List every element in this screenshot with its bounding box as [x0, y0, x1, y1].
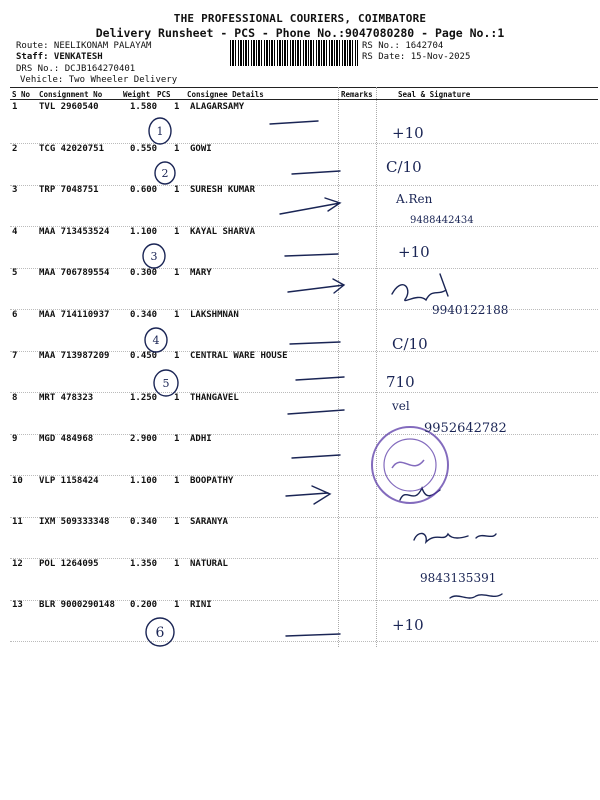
cell-weight: 1.350 [130, 558, 158, 569]
cell-weight: 1.100 [130, 475, 158, 486]
cell-weight: 1.100 [130, 226, 158, 237]
cell-weight: 0.340 [130, 309, 158, 320]
cell-consignment: POL 1264095 [39, 558, 99, 569]
cell-pcs: 1 [174, 558, 180, 569]
cell-consignee: GOWI [190, 143, 212, 154]
cell-pcs: 1 [174, 309, 180, 320]
cell-consignment: IXM 509333348 [39, 517, 110, 527]
cell-consignment: TRP 7048751 [39, 185, 99, 195]
cell-weight: 0.550 [130, 143, 158, 154]
staff-label: Staff: VENKATESH [16, 52, 103, 62]
remark-row3-phone: 9488442434 [410, 215, 474, 226]
company-title: THE PROFESSIONAL COURIERS, COIMBATORE [173, 12, 427, 25]
cell-consignment: MRT 478323 [39, 392, 94, 403]
cell-weight: 0.200 [130, 600, 158, 610]
remark-row6: C/10 [392, 335, 428, 353]
circled-number-5: 5 [162, 377, 170, 390]
cell-pcs: 1 [174, 600, 180, 610]
cell-pcs: 1 [174, 351, 180, 361]
th-remarks: Remarks [341, 90, 373, 99]
pen-dash [285, 254, 338, 256]
th-consignment: Consignment No [39, 90, 103, 99]
cell-sno: 10 [12, 475, 23, 486]
cell-pcs: 1 [174, 226, 180, 237]
cell-sno: 8 [12, 392, 18, 403]
cell-sno: 11 [12, 517, 23, 527]
cell-pcs: 1 [174, 268, 180, 278]
cell-weight: 0.300 [130, 268, 158, 278]
cell-pcs: 1 [174, 185, 180, 195]
circled-number-4: 4 [152, 334, 160, 347]
cell-consignment: MAA 714110937 [39, 309, 110, 320]
cell-weight: 2.900 [130, 434, 158, 444]
cell-consignee: NATURAL [190, 558, 228, 569]
cell-consignee: BOOPATHY [190, 475, 234, 486]
remark-row2: C/10 [386, 158, 422, 176]
pen-dash [288, 410, 344, 414]
cell-consignment: MAA 706789554 [39, 268, 110, 278]
pen-dash [286, 634, 340, 636]
drs-label: DRS No.: DCJB164270401 [16, 64, 136, 74]
cell-sno: 9 [12, 434, 18, 444]
cell-pcs: 1 [174, 102, 180, 112]
cell-consignment: MAA 713453524 [39, 226, 110, 237]
th-consignee: Consignee Details [187, 90, 264, 99]
remark-row8-name: vel [392, 399, 410, 413]
rs-date: RS Date: 15-Nov-2025 [362, 52, 471, 62]
cell-consignee: THANGAVEL [190, 392, 239, 403]
signature [392, 274, 448, 301]
cell-consignee: SARANYA [190, 517, 228, 527]
remark-row7: 710 [386, 373, 415, 391]
signature [450, 594, 502, 598]
cell-pcs: 1 [174, 434, 180, 444]
cell-consignee: RINI [190, 600, 212, 610]
cell-consignee: MARY [190, 268, 212, 278]
cell-weight: 0.340 [130, 517, 158, 527]
cell-consignment: TCG 42020751 [39, 143, 105, 154]
runsheet-subtitle: Delivery Runsheet - PCS - Phone No.:9047080280 - Page No.:1 [95, 26, 505, 40]
cell-consignee: CENTRAL WARE HOUSE [190, 351, 288, 361]
cell-consignee: SURESH KUMAR [190, 185, 256, 195]
cell-weight: 0.600 [130, 185, 158, 195]
pen-dash [296, 377, 344, 380]
circled-number-3: 3 [150, 250, 158, 263]
cell-sno: 2 [12, 143, 18, 154]
cell-weight: 1.580 [130, 102, 158, 112]
cell-sno: 3 [12, 185, 18, 195]
cell-consignee: LAKSHMNAN [190, 309, 239, 320]
cell-sno: 13 [12, 600, 23, 610]
pen-arrow [280, 198, 340, 214]
pen-dash [270, 121, 318, 124]
cell-weight: 1.250 [130, 392, 158, 403]
cell-consignee: ADHI [190, 434, 212, 444]
delivery-stamp [372, 427, 448, 503]
remark-row1: +10 [392, 124, 424, 142]
rs-number: RS No.: 1642704 [362, 41, 444, 51]
cell-sno: 6 [12, 309, 18, 320]
pen-dash [290, 342, 340, 344]
signature [414, 533, 496, 542]
cell-consignment: MGD 484968 [39, 434, 94, 444]
cell-weight: 0.450 [130, 351, 158, 361]
route-label: Route: NEELIKONAM PALAYAM [16, 41, 152, 51]
cell-consignee: KAYAL SHARVA [190, 226, 256, 237]
remark-row5-phone: 9940122188 [432, 303, 509, 317]
vehicle-label: Vehicle: Two Wheeler Delivery [20, 75, 178, 85]
pen-arrow [286, 486, 330, 504]
cell-pcs: 1 [174, 392, 180, 403]
cell-pcs: 1 [174, 143, 180, 154]
th-sno: S No [12, 90, 31, 99]
cell-consignment: MAA 713987209 [39, 351, 110, 361]
th-seal: Seal & Signature [398, 90, 471, 99]
remark-row13: +10 [392, 616, 424, 634]
pen-dash [292, 171, 340, 174]
cell-consignment: VLP 1158424 [39, 475, 99, 486]
circled-number-6: 6 [155, 625, 165, 641]
cell-consignment: BLR 9000290148 [39, 600, 115, 610]
cell-pcs: 1 [174, 475, 180, 486]
cell-consignment: TVL 2960540 [39, 102, 99, 112]
remark-row3-name: A.Ren [396, 192, 433, 206]
pen-dash [292, 455, 340, 458]
cell-sno: 4 [12, 226, 18, 237]
circled-number-2: 2 [161, 167, 169, 180]
circled-number-1: 1 [156, 125, 164, 138]
cell-sno: 5 [12, 268, 18, 278]
cell-consignee: ALAGARSAMY [190, 102, 245, 112]
pen-arrow [288, 279, 344, 293]
cell-sno: 12 [12, 558, 23, 569]
th-weight: Weight [123, 90, 151, 99]
th-pcs: PCS [157, 90, 171, 99]
remark-row8-phone: 9952642782 [424, 421, 507, 436]
cell-sno: 1 [12, 102, 18, 112]
remark-row4: +10 [398, 243, 430, 261]
cell-pcs: 1 [174, 517, 180, 527]
remark-row12-phone: 9843135391 [420, 571, 497, 585]
cell-sno: 7 [12, 351, 18, 361]
